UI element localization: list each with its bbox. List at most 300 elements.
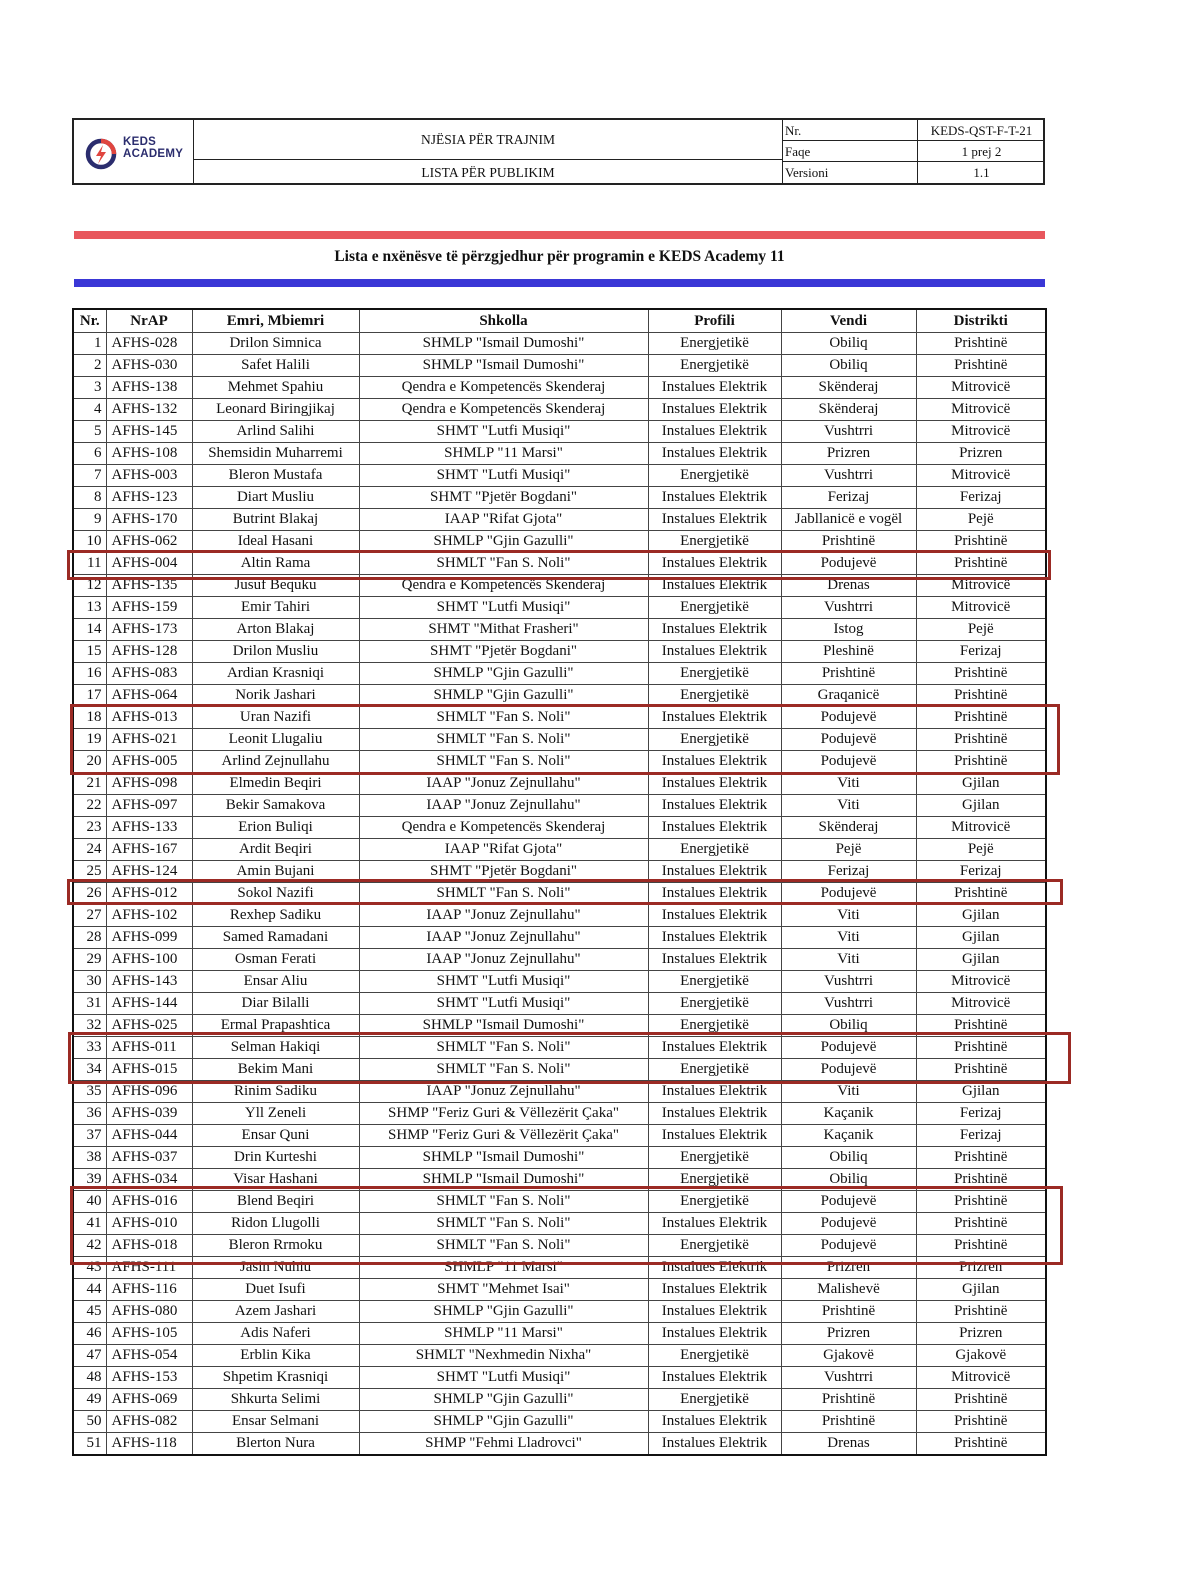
cell-profile: Energjetikë (648, 1059, 781, 1081)
cell-name: Erion Buliqi (192, 817, 359, 839)
cell-district: Prishtinë (916, 1301, 1046, 1323)
cell-name: Adis Naferi (192, 1323, 359, 1345)
cell-nr: 43 (73, 1257, 106, 1279)
cell-place: Ferizaj (781, 487, 916, 509)
cell-profile: Instalues Elektrik (648, 1367, 781, 1389)
cell-profile: Instalues Elektrik (648, 421, 781, 443)
cell-place: Podujevë (781, 1213, 916, 1235)
table-row (73, 421, 1046, 443)
cell-place: Obiliq (781, 1147, 916, 1169)
cell-profile: Energjetikë (648, 465, 781, 487)
cell-nrap: AFHS-096 (106, 1081, 192, 1103)
cell-school: SHMLP "Ismail Dumoshi" (359, 333, 648, 355)
table-row (73, 399, 1046, 421)
cell-place: Podujevë (781, 883, 916, 905)
cell-nr: 19 (73, 729, 106, 751)
table-row (73, 553, 1046, 575)
cell-name: Ensar Selmani (192, 1411, 359, 1433)
cell-district: Prishtinë (916, 751, 1046, 773)
cell-nr: 35 (73, 1081, 106, 1103)
table-row (73, 1257, 1046, 1279)
cell-school: IAAP "Jonuz Zejnullahu" (359, 1081, 648, 1103)
cell-school: IAAP "Jonuz Zejnullahu" (359, 795, 648, 817)
cell-name: Bekim Mani (192, 1059, 359, 1081)
cell-name: Diar Bilalli (192, 993, 359, 1015)
unit-name: NJËSIA PËR TRAJNIM (194, 120, 782, 160)
cell-place: Viti (781, 949, 916, 971)
students-table (72, 308, 1047, 1456)
meta-label: Versioni (785, 165, 829, 180)
cell-name: Drilon Musliu (192, 641, 359, 663)
cell-school: SHMLT "Fan S. Noli" (359, 1235, 648, 1257)
cell-nrap: AFHS-025 (106, 1015, 192, 1037)
cell-district: Gjilan (916, 773, 1046, 795)
cell-district: Prishtinë (916, 1235, 1046, 1257)
cell-district: Prishtinë (916, 663, 1046, 685)
cell-nr: 44 (73, 1279, 106, 1301)
cell-district: Prishtinë (916, 1147, 1046, 1169)
cell-school: SHMT "Lutfi Musiqi" (359, 1367, 648, 1389)
cell-district: Pejë (916, 619, 1046, 641)
cell-nr: 3 (73, 377, 106, 399)
cell-place: Prizren (781, 443, 916, 465)
cell-district: Prishtinë (916, 729, 1046, 751)
cell-school: SHMP "Fehmi Lladrovci" (359, 1433, 648, 1456)
cell-place: Podujevë (781, 707, 916, 729)
cell-name: Uran Nazifi (192, 707, 359, 729)
cell-nrap: AFHS-005 (106, 751, 192, 773)
cell-district: Mitrovicë (916, 575, 1046, 597)
cell-school: IAAP "Rifat Gjota" (359, 839, 648, 861)
table-row (73, 1433, 1046, 1456)
cell-school: SHMLT "Fan S. Noli" (359, 883, 648, 905)
table-row (73, 1169, 1046, 1191)
cell-district: Ferizaj (916, 641, 1046, 663)
cell-name: Ideal Hasani (192, 531, 359, 553)
cell-profile: Energjetikë (648, 531, 781, 553)
cell-district: Prishtinë (916, 1015, 1046, 1037)
table-row (73, 355, 1046, 377)
cell-school: IAAP "Rifat Gjota" (359, 509, 648, 531)
cell-school: SHMLP "Gjin Gazulli" (359, 685, 648, 707)
cell-profile: Instalues Elektrik (648, 487, 781, 509)
cell-school: SHMLP "Gjin Gazulli" (359, 1301, 648, 1323)
cell-profile: Instalues Elektrik (648, 1257, 781, 1279)
meta-label: Nr. (785, 123, 802, 138)
cell-profile: Instalues Elektrik (648, 641, 781, 663)
cell-place: Podujevë (781, 1037, 916, 1059)
cell-school: SHMT "Lutfi Musiqi" (359, 971, 648, 993)
cell-name: Drin Kurteshi (192, 1147, 359, 1169)
col-header-profile: Profili (648, 309, 781, 333)
cell-school: SHMP "Feriz Guri & Vëllezërit Çaka" (359, 1125, 648, 1147)
table-row (73, 465, 1046, 487)
cell-district: Prishtinë (916, 1059, 1046, 1081)
cell-name: Ensar Aliu (192, 971, 359, 993)
cell-nr: 40 (73, 1191, 106, 1213)
cell-nrap: AFHS-021 (106, 729, 192, 751)
cell-nr: 9 (73, 509, 106, 531)
cell-school: SHMLP "11 Marsi" (359, 1257, 648, 1279)
cell-nr: 24 (73, 839, 106, 861)
cell-place: Istog (781, 619, 916, 641)
cell-nrap: AFHS-062 (106, 531, 192, 553)
cell-nrap: AFHS-145 (106, 421, 192, 443)
table-row (73, 1191, 1046, 1213)
cell-place: Skënderaj (781, 377, 916, 399)
cell-nrap: AFHS-016 (106, 1191, 192, 1213)
cell-profile: Instalues Elektrik (648, 707, 781, 729)
cell-place: Prishtinë (781, 531, 916, 553)
cell-district: Prishtinë (916, 333, 1046, 355)
table-row (73, 1147, 1046, 1169)
cell-district: Prizren (916, 1323, 1046, 1345)
cell-nr: 1 (73, 333, 106, 355)
cell-nrap: AFHS-069 (106, 1389, 192, 1411)
cell-school: SHMLP "Ismail Dumoshi" (359, 1015, 648, 1037)
cell-place: Obiliq (781, 355, 916, 377)
cell-nrap: AFHS-044 (106, 1125, 192, 1147)
cell-school: SHMLP "Ismail Dumoshi" (359, 1147, 648, 1169)
cell-name: Bleron Mustafa (192, 465, 359, 487)
cell-nr: 28 (73, 927, 106, 949)
cell-nr: 12 (73, 575, 106, 597)
cell-name: Arlind Salihi (192, 421, 359, 443)
cell-place: Viti (781, 927, 916, 949)
cell-nrap: AFHS-100 (106, 949, 192, 971)
cell-nrap: AFHS-097 (106, 795, 192, 817)
cell-name: Butrint Blakaj (192, 509, 359, 531)
cell-nr: 37 (73, 1125, 106, 1147)
cell-district: Prishtinë (916, 707, 1046, 729)
cell-school: IAAP "Jonuz Zejnullahu" (359, 905, 648, 927)
table-row (73, 641, 1046, 663)
cell-school: Qendra e Kompetencës Skenderaj (359, 575, 648, 597)
cell-school: SHMT "Pjetër Bogdani" (359, 487, 648, 509)
cell-profile: Instalues Elektrik (648, 795, 781, 817)
cell-name: Emir Tahiri (192, 597, 359, 619)
cell-district: Prishtinë (916, 1433, 1046, 1456)
cell-place: Obiliq (781, 1169, 916, 1191)
cell-profile: Instalues Elektrik (648, 399, 781, 421)
cell-name: Osman Ferati (192, 949, 359, 971)
col-header-district: Distrikti (916, 309, 1046, 333)
cell-profile: Instalues Elektrik (648, 443, 781, 465)
cell-name: Diart Musliu (192, 487, 359, 509)
meta-row-nr (783, 120, 1045, 141)
meta-row-faqe (783, 141, 1045, 162)
cell-district: Prizren (916, 1257, 1046, 1279)
cell-nr: 6 (73, 443, 106, 465)
cell-place: Ferizaj (781, 861, 916, 883)
cell-district: Mitrovicë (916, 399, 1046, 421)
cell-name: Ridon Llugolli (192, 1213, 359, 1235)
table-row (73, 575, 1046, 597)
cell-place: Vushtrri (781, 1367, 916, 1389)
cell-nr: 26 (73, 883, 106, 905)
cell-district: Mitrovicë (916, 465, 1046, 487)
cell-place: Prizren (781, 1257, 916, 1279)
table-row (73, 1367, 1046, 1389)
cell-name: Blend Beqiri (192, 1191, 359, 1213)
cell-profile: Energjetikë (648, 1389, 781, 1411)
cell-place: Prishtinë (781, 1301, 916, 1323)
table-row (73, 619, 1046, 641)
cell-school: IAAP "Jonuz Zejnullahu" (359, 927, 648, 949)
cell-profile: Energjetikë (648, 333, 781, 355)
table-row (73, 487, 1046, 509)
cell-school: SHMLT "Fan S. Noli" (359, 1059, 648, 1081)
cell-district: Prishtinë (916, 355, 1046, 377)
table-row (73, 1323, 1046, 1345)
cell-nrap: AFHS-159 (106, 597, 192, 619)
cell-district: Gjakovë (916, 1345, 1046, 1367)
cell-district: Gjilan (916, 795, 1046, 817)
cell-name: Elmedin Beqiri (192, 773, 359, 795)
table-row (73, 531, 1046, 553)
keds-logo-icon (84, 137, 118, 171)
cell-profile: Energjetikë (648, 1015, 781, 1037)
cell-school: SHMT "Mehmet Isai" (359, 1279, 648, 1301)
cell-profile: Instalues Elektrik (648, 1081, 781, 1103)
doc-type: LISTA PËR PUBLIKIM (421, 164, 555, 180)
cell-nr: 33 (73, 1037, 106, 1059)
cell-profile: Energjetikë (648, 685, 781, 707)
table-row (73, 773, 1046, 795)
cell-name: Drilon Simnica (192, 333, 359, 355)
table-row (73, 971, 1046, 993)
cell-place: Drenas (781, 1433, 916, 1456)
cell-profile: Instalues Elektrik (648, 883, 781, 905)
cell-name: Jusuf Bequku (192, 575, 359, 597)
cell-nrap: AFHS-030 (106, 355, 192, 377)
cell-school: SHMLT "Fan S. Noli" (359, 751, 648, 773)
cell-nrap: AFHS-144 (106, 993, 192, 1015)
cell-place: Podujevë (781, 1191, 916, 1213)
cell-district: Ferizaj (916, 487, 1046, 509)
cell-profile: Instalues Elektrik (648, 751, 781, 773)
col-header-nr: Nr. (73, 309, 106, 333)
cell-profile: Instalues Elektrik (648, 861, 781, 883)
table-row (73, 1081, 1046, 1103)
table-row (73, 861, 1046, 883)
cell-nr: 5 (73, 421, 106, 443)
cell-district: Prishtinë (916, 1389, 1046, 1411)
cell-nrap: AFHS-099 (106, 927, 192, 949)
cell-place: Prishtinë (781, 1411, 916, 1433)
cell-nrap: AFHS-102 (106, 905, 192, 927)
meta-value: KEDS-QST-F-T-21 (917, 120, 1045, 140)
cell-district: Gjilan (916, 1081, 1046, 1103)
cell-school: SHMT "Pjetër Bogdani" (359, 861, 648, 883)
table-row (73, 795, 1046, 817)
cell-nr: 18 (73, 707, 106, 729)
cell-district: Prishtinë (916, 883, 1046, 905)
cell-nrap: AFHS-018 (106, 1235, 192, 1257)
cell-school: SHMT "Lutfi Musiqi" (359, 421, 648, 443)
cell-nrap: AFHS-111 (106, 1257, 192, 1279)
cell-nrap: AFHS-105 (106, 1323, 192, 1345)
cell-place: Pleshinë (781, 641, 916, 663)
cell-profile: Instalues Elektrik (648, 575, 781, 597)
cell-name: Bekir Samakova (192, 795, 359, 817)
cell-district: Prishtinë (916, 1169, 1046, 1191)
cell-name: Shpetim Krasniqi (192, 1367, 359, 1389)
table-row (73, 817, 1046, 839)
cell-nr: 21 (73, 773, 106, 795)
cell-name: Shemsidin Muharremi (192, 443, 359, 465)
cell-name: Norik Jashari (192, 685, 359, 707)
cell-nr: 10 (73, 531, 106, 553)
cell-name: Duet Isufi (192, 1279, 359, 1301)
cell-profile: Energjetikë (648, 355, 781, 377)
cell-place: Podujevë (781, 751, 916, 773)
table-row (73, 1037, 1046, 1059)
cell-district: Prishtinë (916, 531, 1046, 553)
cell-district: Mitrovicë (916, 377, 1046, 399)
cell-profile: Instalues Elektrik (648, 905, 781, 927)
cell-nr: 39 (73, 1169, 106, 1191)
cell-nr: 42 (73, 1235, 106, 1257)
table-row (73, 377, 1046, 399)
cell-nrap: AFHS-010 (106, 1213, 192, 1235)
cell-name: Mehmet Spahiu (192, 377, 359, 399)
cell-name: Azem Jashari (192, 1301, 359, 1323)
cell-nr: 51 (73, 1433, 106, 1456)
cell-school: SHMLT "Fan S. Noli" (359, 1037, 648, 1059)
meta-label: Faqe (785, 144, 811, 159)
cell-nr: 17 (73, 685, 106, 707)
cell-profile: Instalues Elektrik (648, 553, 781, 575)
cell-name: Ermal Prapashtica (192, 1015, 359, 1037)
cell-district: Prishtinë (916, 1213, 1046, 1235)
table-row (73, 1213, 1046, 1235)
cell-nrap: AFHS-083 (106, 663, 192, 685)
cell-district: Mitrovicë (916, 817, 1046, 839)
cell-name: Leonard Biringjikaj (192, 399, 359, 421)
table-row (73, 1279, 1046, 1301)
meta-row-versioni (783, 162, 1045, 183)
table-row (73, 685, 1046, 707)
cell-place: Malishevë (781, 1279, 916, 1301)
cell-place: Vushtrri (781, 971, 916, 993)
cell-district: Pejë (916, 509, 1046, 531)
cell-district: Mitrovicë (916, 993, 1046, 1015)
table-row (73, 1411, 1046, 1433)
col-header-school: Shkolla (359, 309, 648, 333)
cell-school: SHMLP "Gjin Gazulli" (359, 1411, 648, 1433)
cell-nr: 50 (73, 1411, 106, 1433)
cell-nrap: AFHS-098 (106, 773, 192, 795)
cell-place: Kaçanik (781, 1125, 916, 1147)
cell-nrap: AFHS-064 (106, 685, 192, 707)
cell-profile: Instalues Elektrik (648, 509, 781, 531)
cell-school: SHMLP "11 Marsi" (359, 443, 648, 465)
cell-nrap: AFHS-167 (106, 839, 192, 861)
cell-nr: 20 (73, 751, 106, 773)
page-title: Lista e nxënësve të përzgjedhur për programin e KEDS Academy 11 (334, 248, 785, 265)
cell-nr: 29 (73, 949, 106, 971)
cell-school: SHMT "Lutfi Musiqi" (359, 597, 648, 619)
cell-profile: Instalues Elektrik (648, 1433, 781, 1456)
cell-name: Bleron Rrmoku (192, 1235, 359, 1257)
cell-nrap: AFHS-034 (106, 1169, 192, 1191)
table-body (73, 333, 1046, 1456)
cell-name: Yll Zeneli (192, 1103, 359, 1125)
table-row (73, 333, 1046, 355)
cell-nr: 32 (73, 1015, 106, 1037)
cell-profile: Instalues Elektrik (648, 927, 781, 949)
cell-nrap: AFHS-118 (106, 1433, 192, 1456)
cell-profile: Instalues Elektrik (648, 773, 781, 795)
cell-name: Ensar Quni (192, 1125, 359, 1147)
cell-profile: Energjetikë (648, 993, 781, 1015)
cell-nrap: AFHS-080 (106, 1301, 192, 1323)
cell-profile: Instalues Elektrik (648, 1037, 781, 1059)
cell-profile: Energjetikë (648, 729, 781, 751)
cell-district: Mitrovicë (916, 597, 1046, 619)
cell-profile: Instalues Elektrik (648, 1411, 781, 1433)
cell-nrap: AFHS-037 (106, 1147, 192, 1169)
cell-place: Prizren (781, 1323, 916, 1345)
cell-school: SHMP "Feriz Guri & Vëllezërit Çaka" (359, 1103, 648, 1125)
cell-name: Amin Bujani (192, 861, 359, 883)
cell-nrap: AFHS-153 (106, 1367, 192, 1389)
table-row (73, 751, 1046, 773)
cell-name: Selman Hakiqi (192, 1037, 359, 1059)
cell-nrap: AFHS-028 (106, 333, 192, 355)
table-row (73, 1103, 1046, 1125)
cell-school: SHMLT "Fan S. Noli" (359, 553, 648, 575)
cell-nr: 48 (73, 1367, 106, 1389)
table-row (73, 1125, 1046, 1147)
cell-profile: Instalues Elektrik (648, 1323, 781, 1345)
cell-nr: 41 (73, 1213, 106, 1235)
cell-nr: 38 (73, 1147, 106, 1169)
cell-district: Ferizaj (916, 1103, 1046, 1125)
cell-name: Sokol Nazifi (192, 883, 359, 905)
cell-nr: 49 (73, 1389, 106, 1411)
cell-place: Podujevë (781, 729, 916, 751)
cell-nr: 36 (73, 1103, 106, 1125)
cell-place: Prishtinë (781, 663, 916, 685)
cell-profile: Energjetikë (648, 1147, 781, 1169)
cell-district: Ferizaj (916, 861, 1046, 883)
cell-school: SHMLP "Ismail Dumoshi" (359, 1169, 648, 1191)
table-row (73, 1235, 1046, 1257)
cell-nrap: AFHS-132 (106, 399, 192, 421)
table-row (73, 905, 1046, 927)
cell-profile: Instalues Elektrik (648, 1213, 781, 1235)
top-divider-bar (74, 231, 1045, 239)
cell-place: Prishtinë (781, 1389, 916, 1411)
table-row (73, 509, 1046, 531)
cell-district: Gjilan (916, 1279, 1046, 1301)
document-header (72, 118, 1045, 185)
cell-school: SHMLP "Gjin Gazulli" (359, 531, 648, 553)
cell-district: Prishtinë (916, 1411, 1046, 1433)
logo-text (123, 137, 183, 160)
cell-profile: Instalues Elektrik (648, 1301, 781, 1323)
cell-place: Obiliq (781, 1015, 916, 1037)
cell-school: IAAP "Jonuz Zejnullahu" (359, 949, 648, 971)
cell-district: Mitrovicë (916, 971, 1046, 993)
cell-nr: 7 (73, 465, 106, 487)
cell-place: Vushtrri (781, 597, 916, 619)
cell-school: SHMT "Lutfi Musiqi" (359, 465, 648, 487)
table-row (73, 729, 1046, 751)
cell-school: Qendra e Kompetencës Skenderaj (359, 399, 648, 421)
